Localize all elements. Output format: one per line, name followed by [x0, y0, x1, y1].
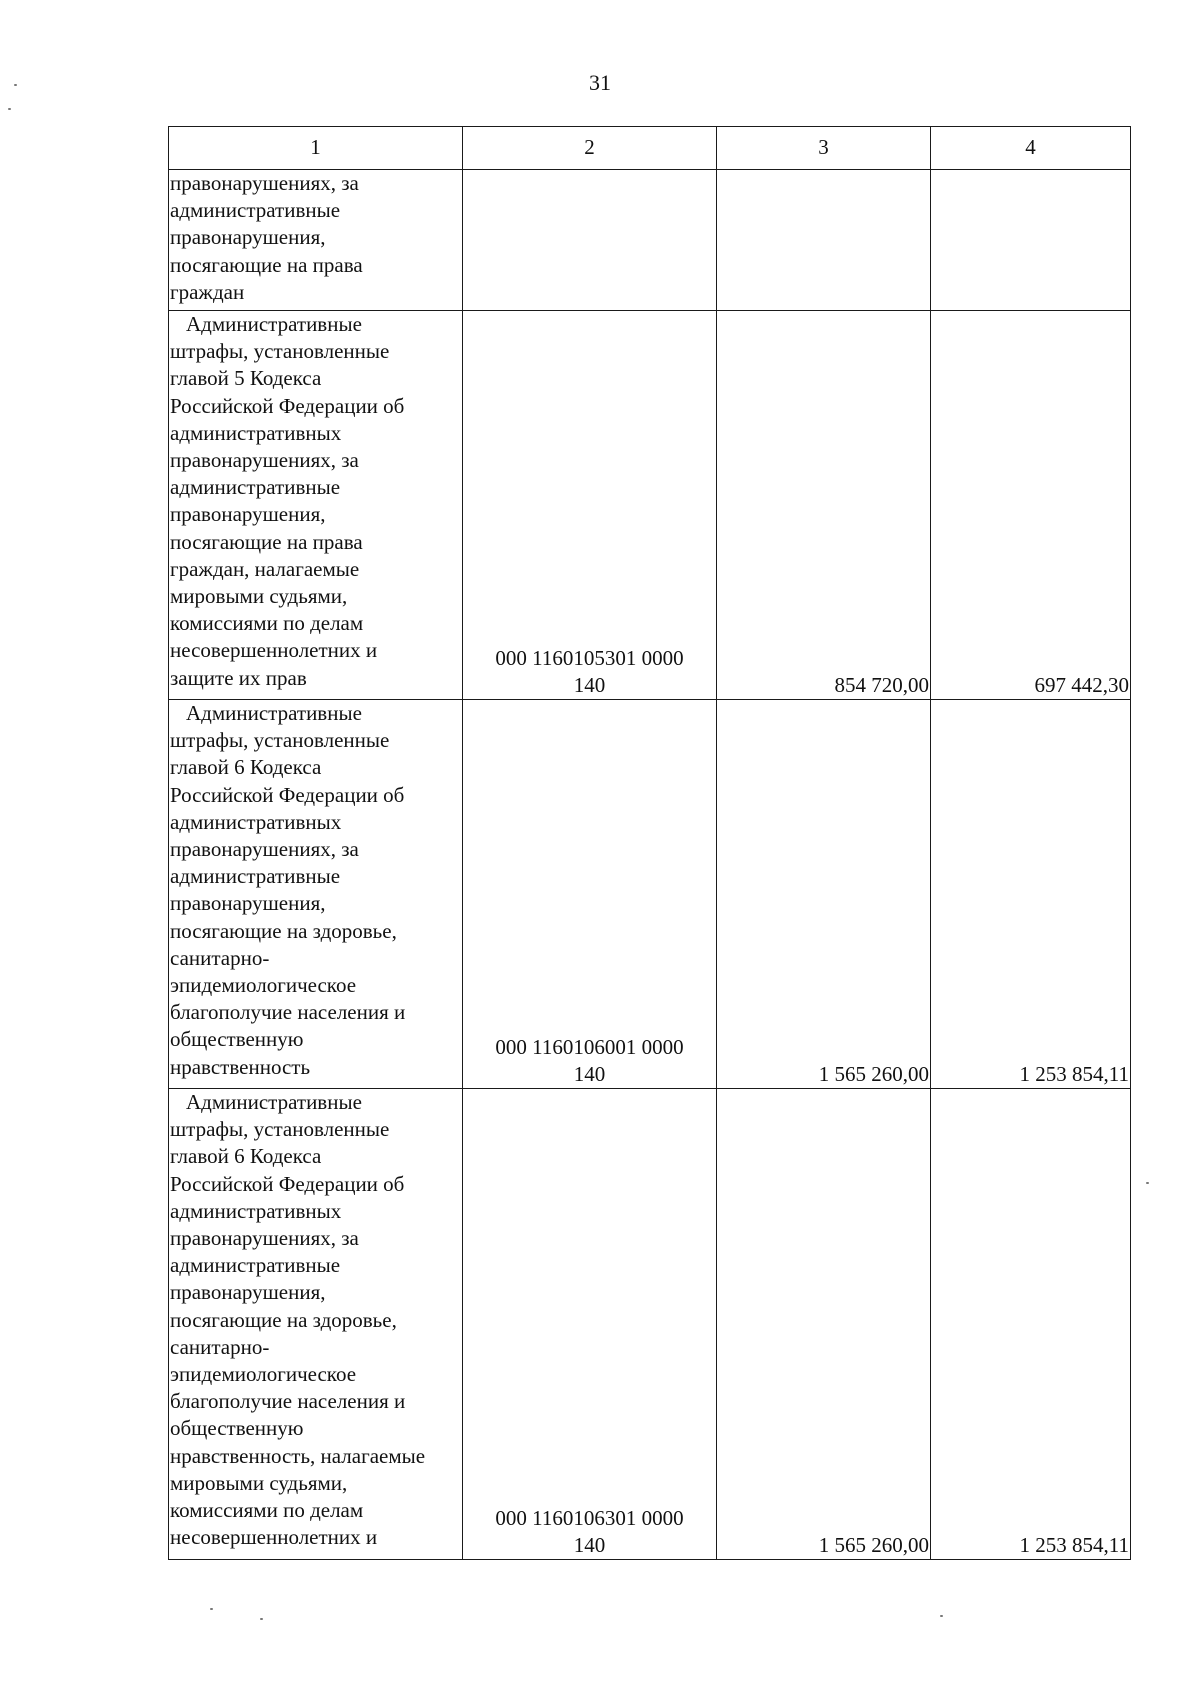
row-col3-amount: 854 720,00 — [717, 311, 931, 700]
row-description-first-line: Административные — [186, 701, 362, 725]
row-col4-amount: 1 253 854,11 — [931, 1089, 1131, 1560]
row-description — [169, 170, 463, 311]
table-row — [169, 311, 1131, 700]
row-code-text: 000 1160106301 0000 140 — [495, 1505, 684, 1557]
scan-speck — [8, 108, 11, 110]
row-description-text: правонарушениях, за административные правонарушения, посягающие на права граждан — [170, 171, 363, 304]
scan-speck — [940, 1615, 943, 1617]
row-col3-amount: 1 565 260,00 — [717, 700, 931, 1089]
header-col-3: 3 — [717, 127, 931, 170]
page-number: 31 — [589, 70, 611, 95]
row-code-text: 000 1160106001 0000 140 — [495, 1034, 684, 1086]
table-row — [169, 700, 1131, 1089]
scan-speck — [1146, 1182, 1149, 1184]
row-description — [169, 700, 463, 1089]
table-row — [169, 170, 1131, 311]
row-col4-amount: 697 442,30 — [931, 311, 1131, 700]
row-code — [463, 311, 717, 700]
row-description — [169, 1089, 463, 1560]
row-col3-amount: 1 565 260,00 — [717, 1089, 931, 1560]
table-row — [169, 1089, 1131, 1560]
scan-speck — [210, 1608, 213, 1610]
row-col4-amount — [931, 170, 1131, 311]
header-col-4: 4 — [931, 127, 1131, 170]
row-description-first-line: Административные — [186, 312, 362, 336]
row-col3-amount — [717, 170, 931, 311]
scan-speck — [14, 84, 17, 86]
row-description — [169, 311, 463, 700]
row-code-text: 000 1160105301 0000 140 — [495, 645, 684, 697]
header-col-2: 2 — [463, 127, 717, 170]
scan-speck — [260, 1618, 263, 1620]
row-code — [463, 700, 717, 1089]
table-header-row — [169, 127, 1131, 170]
row-description-first-line: Административные — [186, 1090, 362, 1114]
header-col-1: 1 — [169, 127, 463, 170]
row-code — [463, 170, 717, 311]
row-col4-amount: 1 253 854,11 — [931, 700, 1131, 1089]
row-description-text: штрафы, установленные главой 6 Кодекса Российской Федерации об административных правонарушениях, за административные правонарушения, посягающие на здоровье, санитарно- эпидемиологическое благополучие населения и общественную нравственность, налагаемые мировыми судьями, комиссиями по делам несовершеннолетних и — [170, 1117, 426, 1550]
budget-table — [168, 126, 1131, 1560]
row-description-text: штрафы, установленные главой 5 Кодекса Российской Федерации об административных правонарушениях, за административные правонарушения, посягающие на права граждан, налагаемые мировыми судьями, комиссиями по делам несовершеннолетних и защите их прав — [170, 339, 405, 690]
row-code — [463, 1089, 717, 1560]
row-description-text: штрафы, установленные главой 6 Кодекса Российской Федерации об административных правонарушениях, за административные правонарушения, посягающие на здоровье, санитарно- эпидемиологическое благополучие населения и общественную нравственность — [170, 728, 406, 1079]
